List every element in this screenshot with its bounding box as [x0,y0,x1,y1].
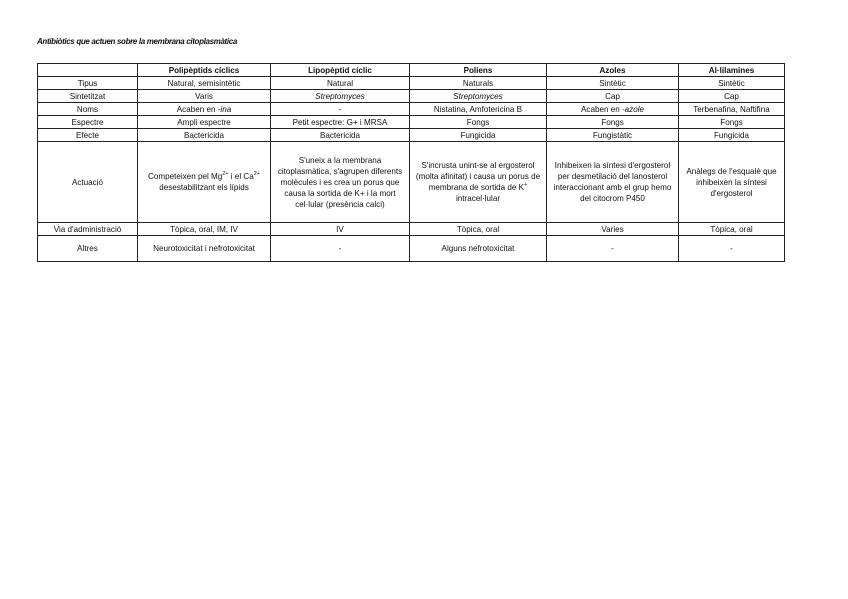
table-cell: Natural, semisintètic [138,77,271,90]
table-cell [138,142,271,223]
cell-text: Competeixen pel Mg [148,172,223,181]
header-row [38,64,785,77]
header-cell-empty [38,64,138,77]
table-cell: Sintètic [547,77,679,90]
table-row-actuacio [38,142,785,223]
row-label: Espectre [38,116,138,129]
table-cell: Varis [138,90,271,103]
cell-text: Acaben en [176,104,218,114]
table-row-altres [38,236,785,262]
table-cell: - [547,236,679,262]
table-cell: Nistatina, Amfotericina B [410,103,547,116]
table-cell: Sintètic [679,77,785,90]
suffix-text: -ina [217,104,232,114]
table-cell: Bactericida [271,129,410,142]
antibiotics-table [37,63,785,262]
table-cell: Streptomyces [271,90,410,103]
table-cell: - [679,236,785,262]
header-cell-polipeptids: Polipèptids cíclics [138,64,271,77]
header-cell-poliens: Poliens [410,64,547,77]
table-row-efecte [38,129,785,142]
cell-text: S'incrusta unint-se al ergosterol (molta afinitat) i causa un porus de membrana de sortida de K [415,161,541,192]
table-row-espectre [38,116,785,129]
header-cell-azoles: Azoles [547,64,679,77]
table-cell: Anàlegs de l'esqualè que inhibeixen la síntesi d'ergosterol [679,142,785,223]
header-cell-alilamines: Al·lilamines [679,64,785,77]
table-cell: Fongs [679,116,785,129]
table-cell: Naturals [410,77,547,90]
table-cell: Streptomyces [410,90,547,103]
table-cell: Alguns nefrotoxicitat [410,236,547,262]
table-row-noms [38,103,785,116]
row-label: Tipus [38,77,138,90]
table-cell: Terbenafina, Naftifina [679,103,785,116]
suffix-text: -azole [621,104,644,114]
table-cell: IV [271,223,410,236]
table-cell: Cap [679,90,785,103]
table-cell: - [271,236,410,262]
table-cell: Varies [547,223,679,236]
table-cell: - [271,103,410,116]
table-cell: Tòpica, oral, IM, IV [138,223,271,236]
table-cell: Fungistàtic [547,129,679,142]
header-cell-lipopeptid: Lipopèptid cíclic [271,64,410,77]
table-cell: Cap [547,90,679,103]
table-row-tipus [38,77,785,90]
table-cell: Fungicida [410,129,547,142]
row-label: Efecte [38,129,138,142]
table-cell: Ampli espectre [138,116,271,129]
row-label: Altres [38,236,138,262]
table-cell: Petit espectre: G+ i MRSA [271,116,410,129]
table-row-sintetitzat [38,90,785,103]
cell-text: desestabilitzant els lípids [159,183,249,192]
table-cell: Inhibeixen la síntesi d'ergosterol per desmetilació del lanosterol interaccionant amb el grup hemo del citocrom P450 [547,142,679,223]
table-cell: Fongs [410,116,547,129]
superscript: 2+ [222,171,229,177]
table-cell [547,103,679,116]
table-cell: Tòpica, oral [410,223,547,236]
row-label: Noms [38,103,138,116]
cell-text: i el Ca [228,172,254,181]
cell-text: Acaben en [581,104,622,114]
table-cell: Fungicida [679,129,785,142]
document-title: Antibiòtics que actuen sobre la membrana citoplasmàtica [37,37,237,46]
table-cell [138,103,271,116]
superscript: 2+ [253,171,260,177]
superscript: + [524,182,528,188]
table-cell: Neurotoxicitat i nefrotoxicitat [138,236,271,262]
table-cell: S'uneix a la membrana citoplasmàtica, s'agrupen diferents molècules i es crea un porus que causa la sortida de K+ i la mort cel·lular (presència calci) [271,142,410,223]
row-label: Via d'administració [38,223,138,236]
table-cell: Tòpica, oral [679,223,785,236]
table-cell [410,142,547,223]
table-cell: Natural [271,77,410,90]
table-cell: Fongs [547,116,679,129]
table-row-via [38,223,785,236]
table-cell: Bactericida [138,129,271,142]
row-label: Actuació [38,142,138,223]
cell-text: intracel·lular [455,194,501,203]
row-label: Sintetitzat [38,90,138,103]
